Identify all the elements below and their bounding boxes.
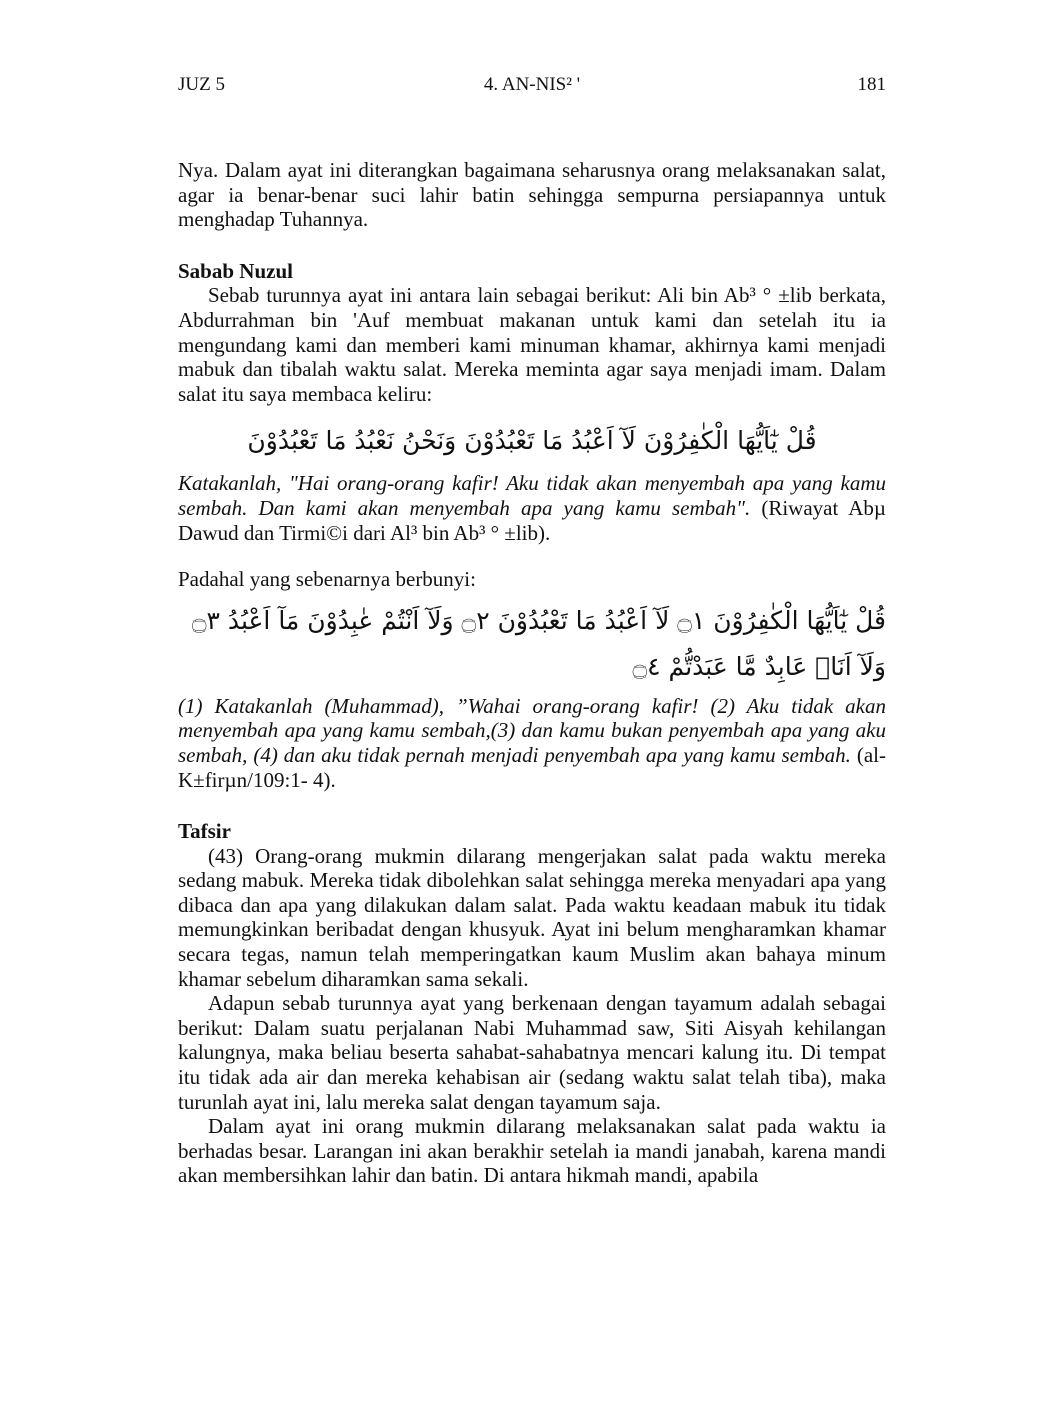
surah-title: 4. AN-NIS² ' bbox=[483, 74, 581, 95]
page-number: 181 bbox=[857, 74, 886, 95]
translation-misread-ref: (Riwayat Abµ Dawud dan Tirmi©i dari Al³ bin Ab³ ° ±lib). bbox=[178, 495, 886, 545]
arabic-verse-misread: قُلْ يٰٓاَيُّهَا الْكٰفِرُوْنَ لَآ اَعْبُدُ مَا تَعْبُدُوْنَ وَنَحْنُ نَعْبُدُ مَا تَعْبُدُوْنَ bbox=[247, 426, 817, 456]
translation-correct bbox=[178, 694, 886, 792]
intro-paragraph: Nya. Dalam ayat ini diterangkan bagaimana seharusnya orang melaksanakan salat, agar ia benar-benar suci lahir batin sehingga sempurna persiapannya untuk menghadap Tuhannya. bbox=[178, 158, 886, 232]
translation-misread-text: Katakanlah, "Hai orang-orang kafir! Aku tidak akan menyembah apa yang kamu sembah. Dan kami akan menyembah apa yang kamu sembah". bbox=[178, 471, 886, 520]
arabic-verse-correct-line-2: وَلَآ اَنَا۠ عَابِدٌ مَّا عَبَدْتُّمْ ۝٤ bbox=[632, 651, 886, 681]
correct-verse-intro: Padahal yang sebenarnya berbunyi: bbox=[178, 567, 476, 592]
translation-correct-ref: (al-K±firµn/109:1- 4). bbox=[178, 742, 886, 792]
translation-correct-text: (1) Katakanlah (Muhammad), ”Wahai orang-orang kafir! (2) Aku tidak akan menyembah apa yang kamu sembah,(3) dan kamu bukan penyembah apa yang aku sembah, (4) dan aku tidak pernah menjadi penyembah apa yang kamu sembah. bbox=[178, 693, 886, 767]
juz-label: JUZ 5 bbox=[178, 74, 225, 95]
page-body bbox=[178, 158, 886, 1188]
tafsir-heading: Tafsir bbox=[178, 819, 231, 844]
sabab-nuzul-heading: Sabab Nuzul bbox=[178, 258, 293, 283]
tafsir-paragraph-1: (43) Orang-orang mukmin dilarang mengerjakan salat pada waktu mereka sedang mabuk. Mereka tidak dibolehkan salat sehingga mereka menyadari apa yang dibaca dan apa yang dilakukan dalam salat. Pada waktu keadaan mabuk itu tidak memungkinkan beribadat dengan khusyuk. Ayat ini belum mengharamkan khamar secara tegas, namun telah memperingatkan kaum Muslim akan bahaya minum khamar sebelum diharamkan sama sekali. bbox=[178, 843, 886, 991]
tafsir-paragraph-3: Dalam ayat ini orang mukmin dilarang melaksanakan salat pada waktu ia berhadas besar. Larangan ini akan berakhir setelah ia mandi janabah, karena mandi akan membersihkan lahir dan batin. Di antara hikmah mandi, apabila bbox=[178, 1114, 886, 1188]
tafsir-paragraph-2: Adapun sebab turunnya ayat yang berkenaan dengan tayamum adalah sebagai berikut: Dalam suatu perjalanan Nabi Muhammad saw, Siti Aisyah kehilangan kalungnya, maka beliau beserta sahabat-sahabatnya mencari kalung itu. Di tempat itu tidak ada air dan mereka kehabisan air (sedang waktu salat telah tiba), maka turunlah ayat ini, lalu mereka salat dengan tayamum saja. bbox=[178, 991, 886, 1114]
arabic-verse-correct-line-1: قُلْ يٰٓاَيُّهَا الْكٰفِرُوْنَ ۝١ لَآ اَعْبُدُ مَا تَعْبُدُوْنَ ۝٢ وَلَآ اَنْتُمْ عٰبِدُوْنَ مَآ اَعْبُدُ ۝٣ bbox=[191, 605, 886, 635]
sabab-nuzul-paragraph: Sebab turunnya ayat ini antara lain sebagai berikut: Ali bin Ab³ ° ±lib berkata, Abdurrahman bin 'Auf membuat makanan untuk kami dan setelah itu ia mengundang kami dan memberi kami minuman khamar, akhirnya kami menjadi mabuk dan tibalah waktu salat. Mereka meminta agar saya menjadi imam. Dalam salat itu saya membaca keliru: bbox=[178, 283, 886, 406]
arabic-verse-correct bbox=[178, 598, 886, 690]
page-header bbox=[178, 74, 886, 102]
translation-misread bbox=[178, 471, 886, 545]
